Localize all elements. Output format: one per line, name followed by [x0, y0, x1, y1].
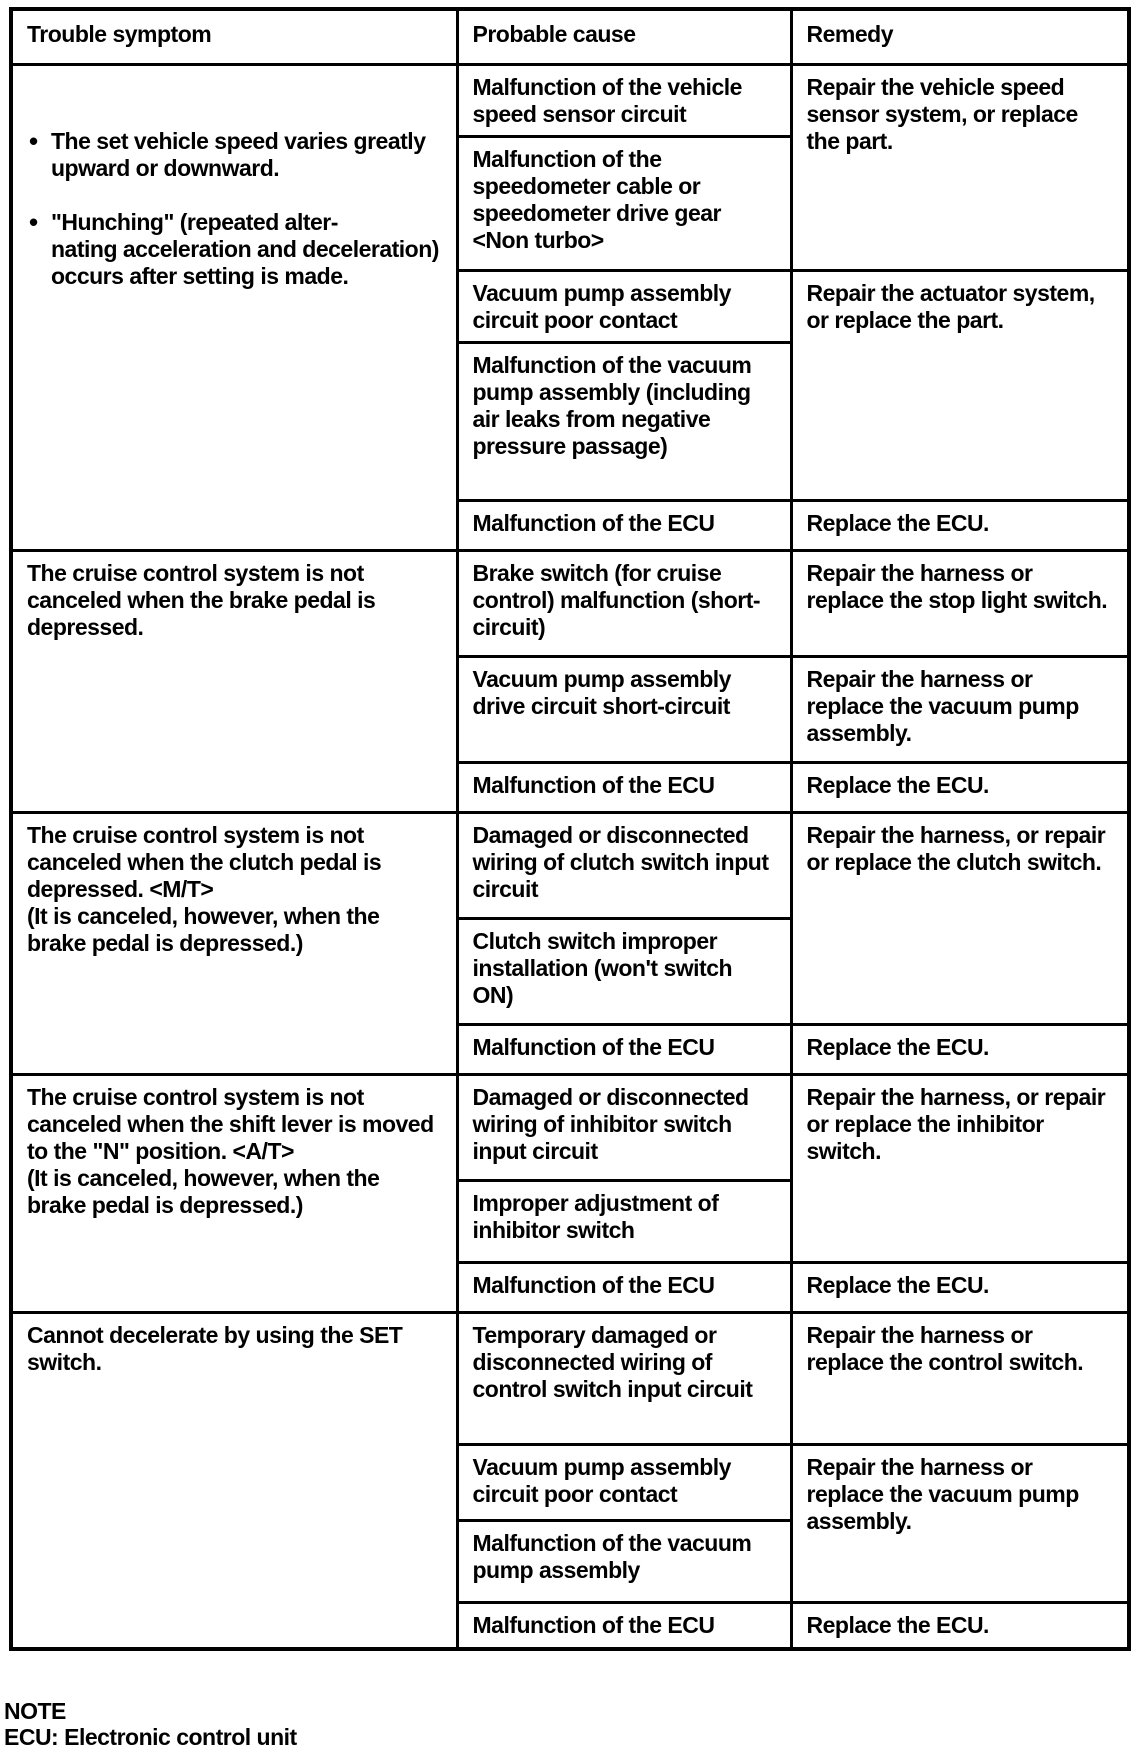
cause-cell: Clutch switch improper installation (won't switch ON)	[457, 919, 791, 1025]
remedy-cell: Repair the harness, or repair or replace the clutch switch.	[791, 813, 1129, 1025]
remedy-cell: Replace the ECU.	[791, 1025, 1129, 1075]
symptom-cannot-decelerate: Cannot decelerate by using the SET switch.	[11, 1313, 457, 1649]
symptom-speed-varies	[11, 65, 457, 551]
symptom-shift-lever-not-canceled: The cruise control system is not canceled when the shift lever is moved to the "N" position. <A/T> (It is canceled, however, when the brake pedal is depressed.)	[11, 1075, 457, 1313]
symptom-clutch-not-canceled: The cruise control system is not canceled when the clutch pedal is depressed. <M/T> (It is canceled, however, when the brake pedal is depressed.)	[11, 813, 457, 1075]
cause-cell: Malfunction of the ECU	[457, 763, 791, 813]
remedy-cell: Repair the harness or replace the control switch.	[791, 1313, 1129, 1445]
remedy-cell: Repair the harness or replace the vacuum pump assembly.	[791, 1445, 1129, 1603]
cause-cell: Vacuum pump assembly circuit poor contact	[457, 271, 791, 343]
remedy-cell: Repair the vehicle speed sensor system, or replace the part.	[791, 65, 1129, 271]
cause-cell: Damaged or disconnected wiring of inhibitor switch input circuit	[457, 1075, 791, 1181]
remedy-cell: Replace the ECU.	[791, 763, 1129, 813]
symptom-bullet-item: • "Hunching" (repeated alter- nating acceleration and deceleration) occurs after setting is made.	[27, 209, 444, 290]
troubleshooting-table	[9, 7, 1131, 1651]
remedy-cell: Replace the ECU.	[791, 1603, 1129, 1649]
symptom-bullet-item: • The set vehicle speed varies greatly upward or downward.	[27, 128, 444, 182]
remedy-cell: Repair the harness or replace the stop light switch.	[791, 551, 1129, 657]
cause-cell: Malfunction of the ECU	[457, 501, 791, 551]
cause-cell: Malfunction of the vacuum pump assembly (including air leaks from negative pressure passage)	[457, 343, 791, 501]
header-probable-cause: Probable cause	[457, 9, 791, 65]
cause-cell: Malfunction of the vacuum pump assembly	[457, 1521, 791, 1603]
remedy-cell: Replace the ECU.	[791, 1263, 1129, 1313]
remedy-cell: Repair the actuator system, or replace the part.	[791, 271, 1129, 501]
cause-cell: Vacuum pump assembly drive circuit short-circuit	[457, 657, 791, 763]
cause-cell: Malfunction of the ECU	[457, 1603, 791, 1649]
cause-cell: Vacuum pump assembly circuit poor contact	[457, 1445, 791, 1521]
note-text: ECU: Electronic control unit	[4, 1724, 297, 1750]
cause-cell: Temporary damaged or disconnected wiring of control switch input circuit	[457, 1313, 791, 1445]
troubleshooting-sheet	[9, 7, 1127, 1651]
table-row	[11, 813, 1129, 919]
cause-cell: Malfunction of the speedometer cable or speedometer drive gear <Non turbo>	[457, 137, 791, 271]
remedy-cell: Replace the ECU.	[791, 501, 1129, 551]
symptom-bullet-list	[27, 101, 444, 317]
table-row	[11, 1313, 1129, 1445]
cause-cell: Damaged or disconnected wiring of clutch switch input circuit	[457, 813, 791, 919]
remedy-cell: Repair the harness, or repair or replace the inhibitor switch.	[791, 1075, 1129, 1263]
cause-cell: Malfunction of the ECU	[457, 1025, 791, 1075]
header-remedy: Remedy	[791, 9, 1129, 65]
table-row	[11, 65, 1129, 137]
table-row	[11, 1075, 1129, 1181]
header-trouble-symptom: Trouble symptom	[11, 9, 457, 65]
footnote	[4, 1698, 297, 1750]
cause-cell: Malfunction of the ECU	[457, 1263, 791, 1313]
note-title: NOTE	[4, 1698, 66, 1724]
cause-cell: Malfunction of the vehicle speed sensor circuit	[457, 65, 791, 137]
symptom-brake-not-canceled: The cruise control system is not canceled when the brake pedal is depressed.	[11, 551, 457, 813]
table-row	[11, 551, 1129, 657]
cause-cell: Improper adjustment of inhibitor switch	[457, 1181, 791, 1263]
header-row	[11, 9, 1129, 65]
cause-cell: Brake switch (for cruise control) malfunction (short-circuit)	[457, 551, 791, 657]
remedy-cell: Repair the harness or replace the vacuum pump assembly.	[791, 657, 1129, 763]
